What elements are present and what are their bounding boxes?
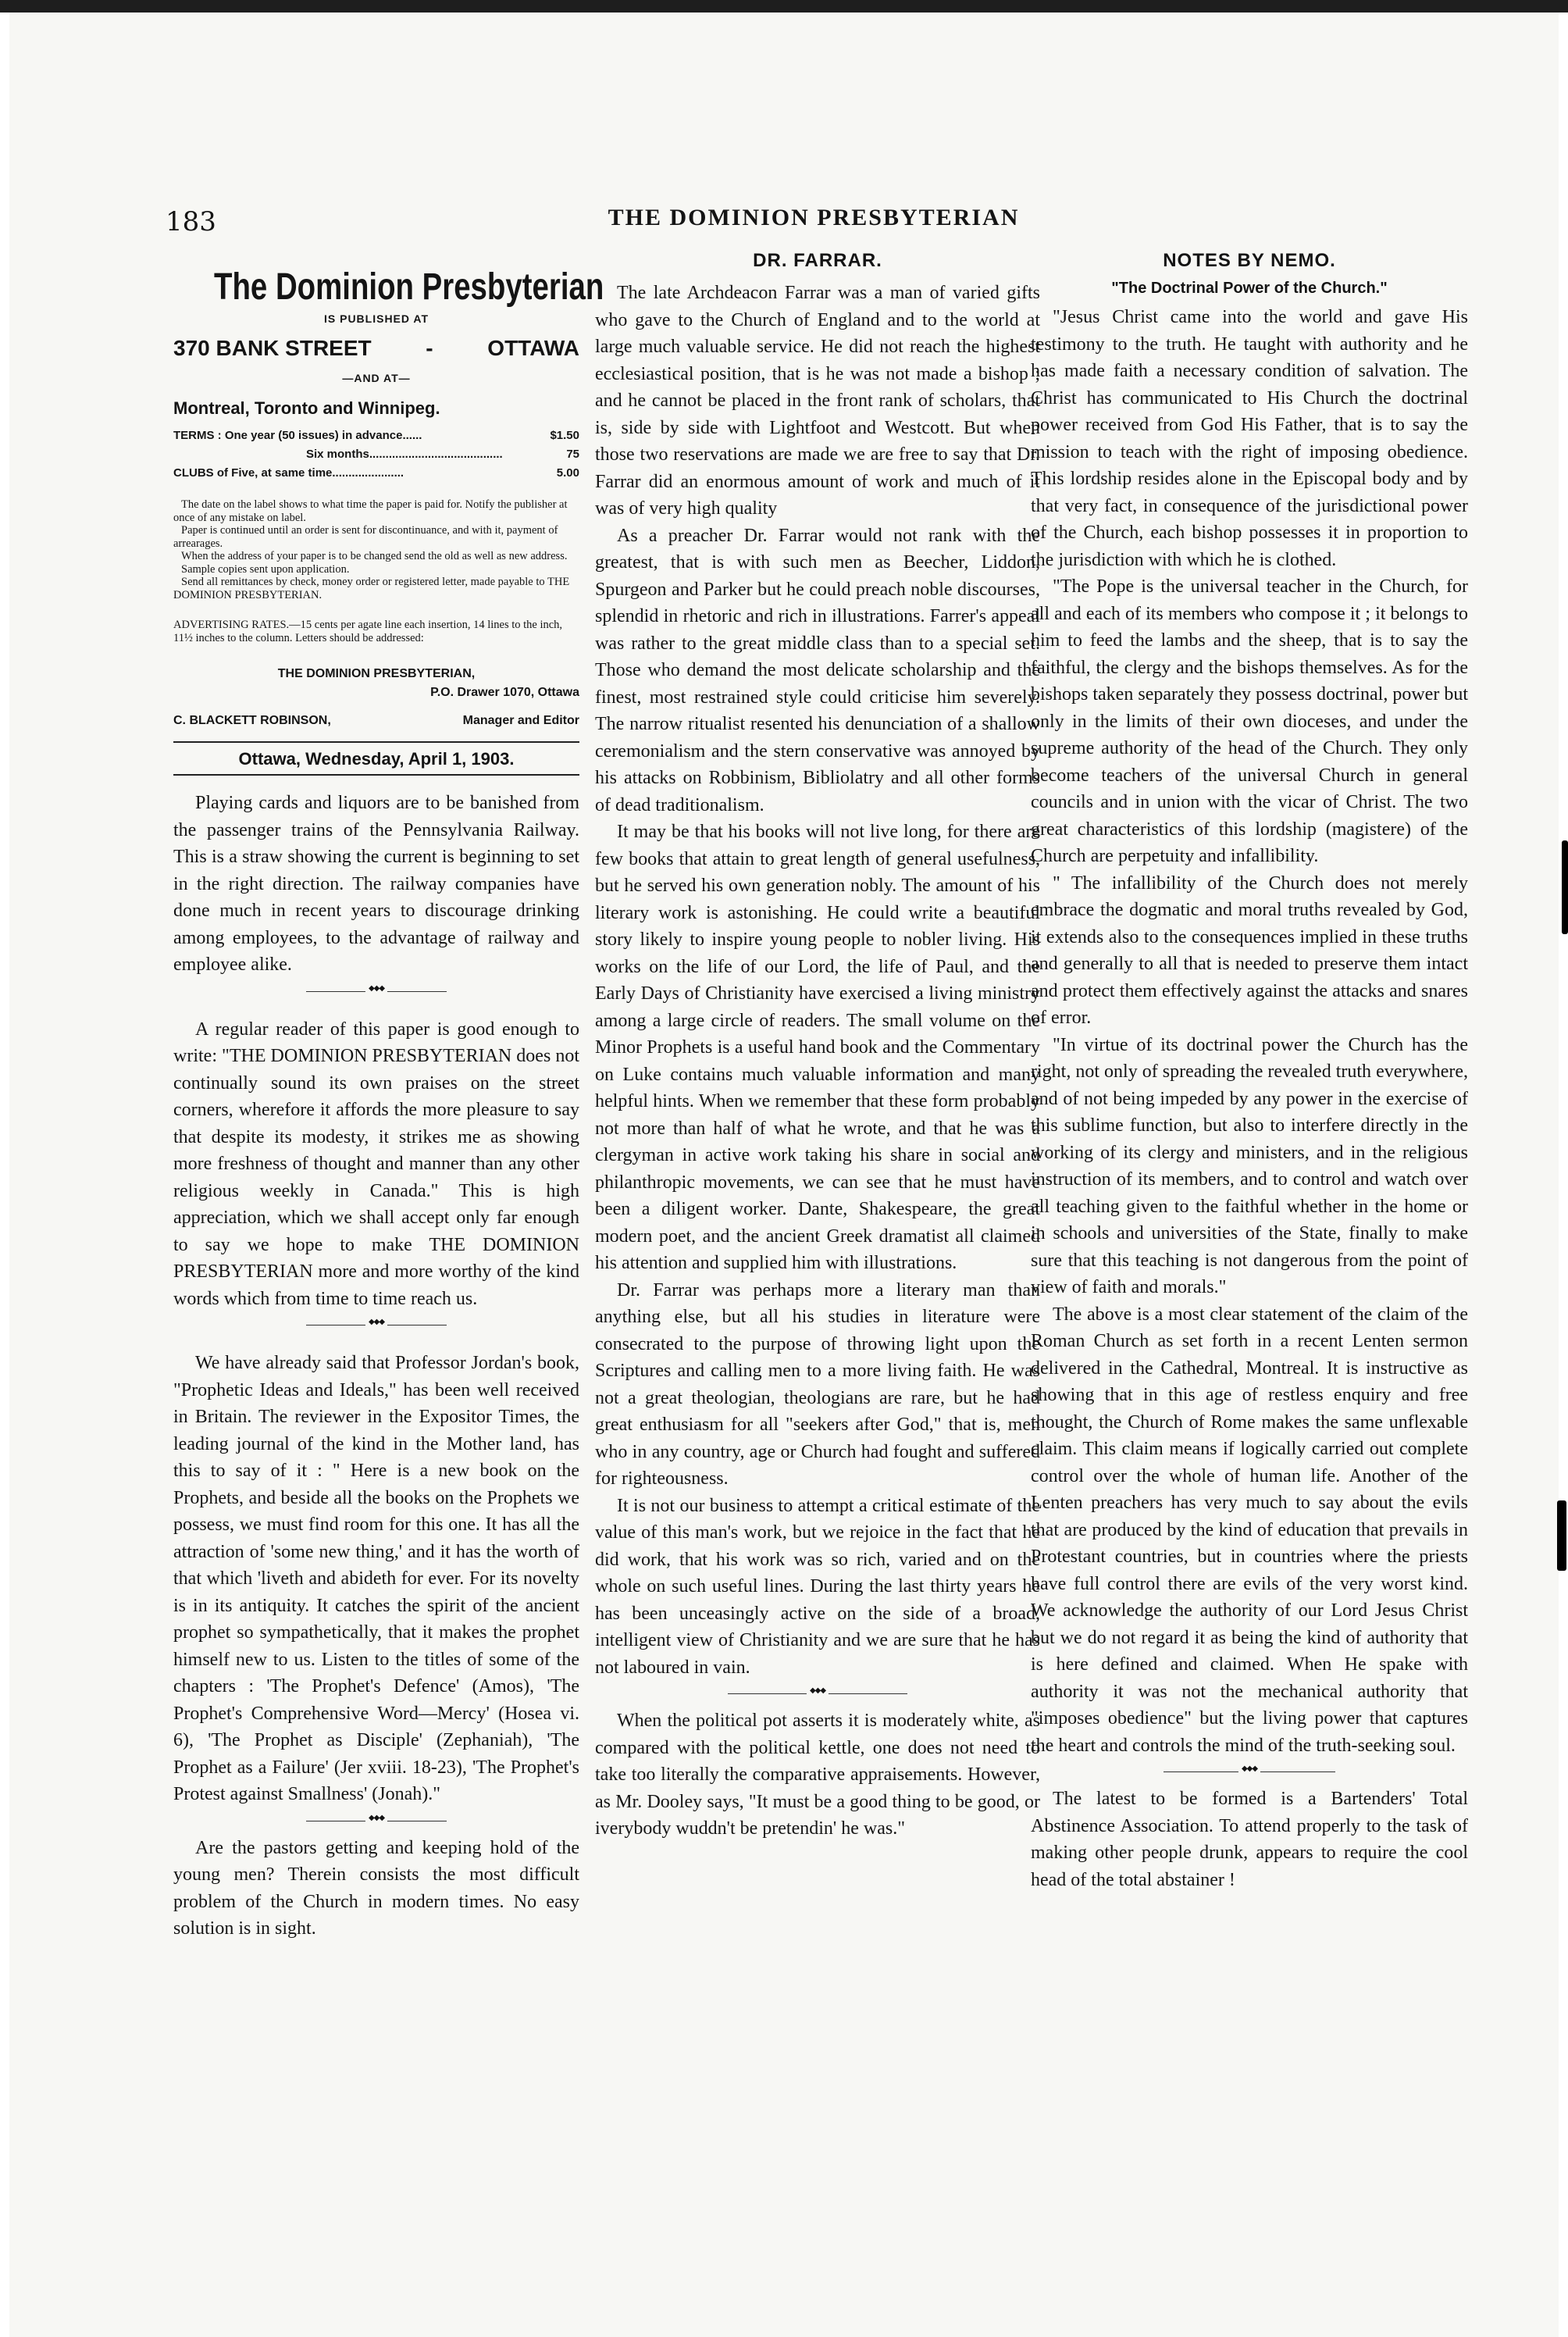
- address-city: OTTAWA: [487, 336, 579, 360]
- masthead-address: [173, 336, 579, 361]
- article-paragraph: The above is a most clear statement of the claim of the Roman Church as set forth in a recent Lenten sermon delivered in the Cathedral, Montreal. It is instructive as showing that in this age of restless enquiry and free thought, the Church of Rome makes the same unflexable claim. This claim means if logically carried out complete control over the whole of human life. Another of the Lenten preachers has very much to say about the evils that are produced by the kind of education that prevails in Protestant countries, but in countries where the priests have full control there are evils of the very worst kind. We acknowledge the authority of our Lord Jesus Christ but we do not regard it as being the kind of authority that is here defined and claimed. When He spake with authority it was not the mechanical authority that "imposes obedience" but the living power that captures the heart and controls the mind of the truth-seeking soul.: [1031, 1304, 1468, 1756]
- column-nemo: [1031, 247, 1468, 1893]
- terms-row: CLUBS of Five, at same time...................... 5.00: [173, 466, 579, 480]
- article-paragraph: Dr. Farrar was perhaps more a literary man than anything else, but all his studies in literature were consecrated to the purpose of throwing light upon the Scriptures and calling men to a more living faith. He was not a great theologian, theologians are rare, but he had great enthusiasm for all "seekers after God," that is, men who in any country, age or Church had fought and suffered for righteousness.: [595, 1279, 1040, 1489]
- section-divider: [173, 1814, 579, 1829]
- editor-role: Manager and Editor: [462, 714, 579, 727]
- office-name: THE DOMINION PRESBYTERIAN,: [277, 667, 476, 680]
- article-paragraph: When the political pot asserts it is moderately white, as compared with the political kettle, one does not need to take too literally the comparative appraisements. However, as Mr. Dooley says, "It must be a good thing to be good, or iverybody wuddn't be pretendin' he was.": [595, 1711, 1040, 1839]
- article-paragraph: "In virtue of its doctrinal power the Church has the right, not only of spreading the revealed truth everywhere, and of not being impeded by any power in the exercise of this sublime function, but also to interfere directly in the working of its clergy and ministers, and in the religious instruction of its members, and to control and watch over all teaching given to the faithful whether in the home or in schools and universities of the State, finally to make sure that this teaching is not dangerous from the point of view of faith and morals.": [1031, 1034, 1468, 1297]
- masthead-published-at: IS PUBLISHED AT: [323, 312, 429, 325]
- terms-row: Six months......................................... 75: [306, 448, 579, 461]
- article-paragraph: "The Pope is the universal teacher in the Church, for all and each of its members who compose it ; it belongs to him to feed the lambs and the sheep, that is to say the faithful, the clergy and the bishops themselves. As for the bishops taken separately they possess doctrinal, power but only in the limits of their own dioceses, and under the supreme authority of the head of the Church. They only become teachers of the universal Church in general councils and in union with the vicar of Christ. The two great characteristics of this lordship (magistere) of the Church are perpetuity and infallibility.: [1031, 576, 1468, 866]
- dateline: Ottawa, Wednesday, April 1, 1903.: [173, 741, 579, 776]
- subscription-terms: [173, 426, 579, 483]
- editorial-paragraph: A regular reader of this paper is good enough to write: "THE DOMINION PRESBYTERIAN does not continually sound its own praises on the street corners, wherefore it affords the more pleasure to say that despite its modesty, it strikes me as showing more freshness of thought and manner than any other religious weekly in Canada." This is high appreciation, which we shall accept only far enough to say we hope to make THE DOMINION PRESBYTERIAN more and more worthy of the kind words which from time to time reach us.: [173, 1019, 579, 1309]
- masthead-title: The Dominion Presbyterian: [214, 266, 604, 308]
- editorial-paragraph: Are the pastors getting and keeping hold of the young men? Therein consists the most difficult problem of the Church in modern times. No easy solution is in sight.: [173, 1837, 579, 1939]
- article-paragraph: It is not our business to attempt a critical estimate of the value of this man's work, but we rejoice in the fact that he did work, that his work was so rich, varied and on the whole on such useful lines. During the last thirty years he has been unceasingly active on the side of a broad, intelligent view of Christianity and we are sure that he has not laboured in vain.: [595, 1495, 1040, 1678]
- scan-edge-mark: [1562, 840, 1568, 934]
- editor-line: [173, 712, 579, 730]
- notice: When the address of your paper is to be changed send the old as well as new address.: [181, 550, 568, 562]
- page-number: 183: [166, 206, 216, 237]
- column-masthead: [173, 247, 604, 1943]
- article-paragraph: The latest to be formed is a Bartenders' Total Abstinence Association. To attend properly to the task of making other people drunk, appears to require the cool head of the total abstainer !: [1031, 1789, 1468, 1890]
- editor-name: C. BLACKETT ROBINSON,: [173, 714, 331, 727]
- article-paragraph: The late Archdeacon Farrar was a man of varied gifts who gave to the Church of England and to the world at large much valuable service. He did not reach the highest ecclesiastical position, that is he was not made a bishop ; and he cannot be placed in the front rank of scholars, that is, side by side with Lightfoot and Westcott. But when those two reservations are made we are free to say that Dr. Farrar did an enormous amount of work and much of it was of very high quality: [595, 283, 1040, 519]
- section-divider: [173, 1318, 579, 1333]
- address-street: 370 BANK STREET: [173, 336, 372, 360]
- terms-row: TERMS : One year (50 issues) in advance...... $1.50: [173, 429, 579, 442]
- running-head: THE DOMINION PRESBYTERIAN: [608, 205, 1020, 230]
- notice: The date on the label shows to what time the paper is paid for. Notify the publisher at once of any mistake on label.: [173, 498, 568, 524]
- section-divider: [173, 985, 579, 999]
- article-paragraph: It may be that his books will not live long, for there are few books that attain to great length of general usefulness, but he served his own generation nobly. The amount of his literary work is astonishing. He could write a beautiful story likely to inspire young people to nobler living. His works on the life of our Lord, the life of Paul, and the Early Days of Christianity have exercised a living ministry among a large circle of readers. The small volume on the Minor Prophets is a useful hand book and the Commentary on Luke contains much valuable information and many helpful hints. When we remember that these form probably not more than half of what he wrote, and that he was a clergyman in active work taking his share in social and philanthropic movements, we can see that he must have been a diligent worker. Dante, Shakespeare, the great modern poet, and the ancient Greek dramatist all claimed his attention and supplied him with illustrations.: [595, 822, 1040, 1273]
- advertising-rates: ADVERTISING RATES.—15 cents per agate line each insertion, 14 lines to the inch, 11½ inches to the column. Letters should be addressed:: [173, 619, 563, 644]
- article-paragraph: " The infallibility of the Church does not merely embrace the dogmatic and moral truths revealed by God, it extends also to the consequences implied in these truths and generally to all that is needed to preserve them intact and protect them effectively against the attacks and snares of error.: [1031, 872, 1468, 1028]
- scan-top-border: [0, 0, 1568, 12]
- editorial-paragraph: Playing cards and liquors are to be banished from the passenger trains of the Pennsylvania Railway. This is a straw showing the current is beginning to set in the right direction. The railway companies have done much in recent years to discourage drinking among employees, to the advantage of railway and employee alike.: [173, 793, 579, 975]
- article-paragraph: As a preacher Dr. Farrar would not rank with the greatest, that is with such men as Beecher, Liddon, Spurgeon and Parker but he could preach noble discourses, splendid in rhetoric and rich in illustrations. Farrer's appeal was rather to the great middle class than to a special set. Those who demand the most delicate scholarship and the finest, most restrained style could criticise him severely. The narrow ritualist resented his denunciation of a shallow ceremonialism and the stern conservative was annoyed by his attacks on Robbinism, Bibliolatry and all other forms of dead traditionalism.: [595, 525, 1040, 815]
- editorial-paragraph: We have already said that Professor Jordan's book, "Prophetic Ideas and Ideals," has been well received in Britain. The reviewer in the Expositor Times, the leading journal of the kind in the Mother land, has this to say of it : " Here is a new book on the Prophets, and beside all the books on the Prophets we possess, we must find room for this one. It has all the attraction of 'some new thing,' and it has the worth of that which 'liveth and abideth for ever. For its novelty is in its antiquity. It catches the spirit of the ancient prophet so sympathetically, that it makes the prophet himself new to us. Listen to the titles of some of the chapters : 'The Prophet's Defence' (Amos), 'The Prophet's Comprehensive Word—Mercy' (Hosea vi. 6), 'The Prophet as Disciple' (Zephaniah), 'The Prophet as a Failure' (Jer xviii. 18-23), 'The Prophet's Protest against Smallness' (Jonah).": [173, 1353, 579, 1804]
- notice: Sample copies sent upon application.: [181, 562, 350, 576]
- subscriber-notices: [173, 498, 579, 601]
- scan-edge-mark: [1557, 1500, 1566, 1571]
- section-divider: [1031, 1765, 1468, 1779]
- article-heading: NOTES BY NEMO.: [1163, 250, 1336, 271]
- notice: Paper is continued until an order is sent for discontinuance, and with it, payment of arrearages.: [173, 524, 558, 550]
- article-subheading: "The Doctrinal Power of the Church.": [1111, 280, 1388, 297]
- notice: Send all remittances by check, money order or registered letter, made payable to THE DOMINION PRESBYTERIAN.: [173, 576, 570, 601]
- masthead-and-at: —AND AT—: [342, 372, 411, 384]
- office-box: P.O. Drawer 1070, Ottawa: [430, 686, 579, 699]
- article-paragraph: "Jesus Christ came into the world and gave His testimony to the truth. He taught with authority and he has made faith a necessary condition of salvation. The Christ has communicated to His Church the doctrinal power received from God His Father, that is to say the mission to teach with the right of imposing obedience. This lordship resides alone in the Episcopal body and by that very fact, in consequence of the jurisdictional power of the Church, each bishop possesses it in proportion to the jurisdiction with which he is clothed.: [1031, 307, 1468, 570]
- column-farrar: [595, 247, 1040, 1843]
- article-heading: DR. FARRAR.: [753, 250, 882, 271]
- masthead-cities: Montreal, Toronto and Winnipeg.: [173, 398, 440, 418]
- newspaper-page: [9, 12, 1559, 2337]
- office-address: [173, 665, 579, 730]
- section-divider: [595, 1687, 1040, 1701]
- address-separator: -: [426, 336, 433, 360]
